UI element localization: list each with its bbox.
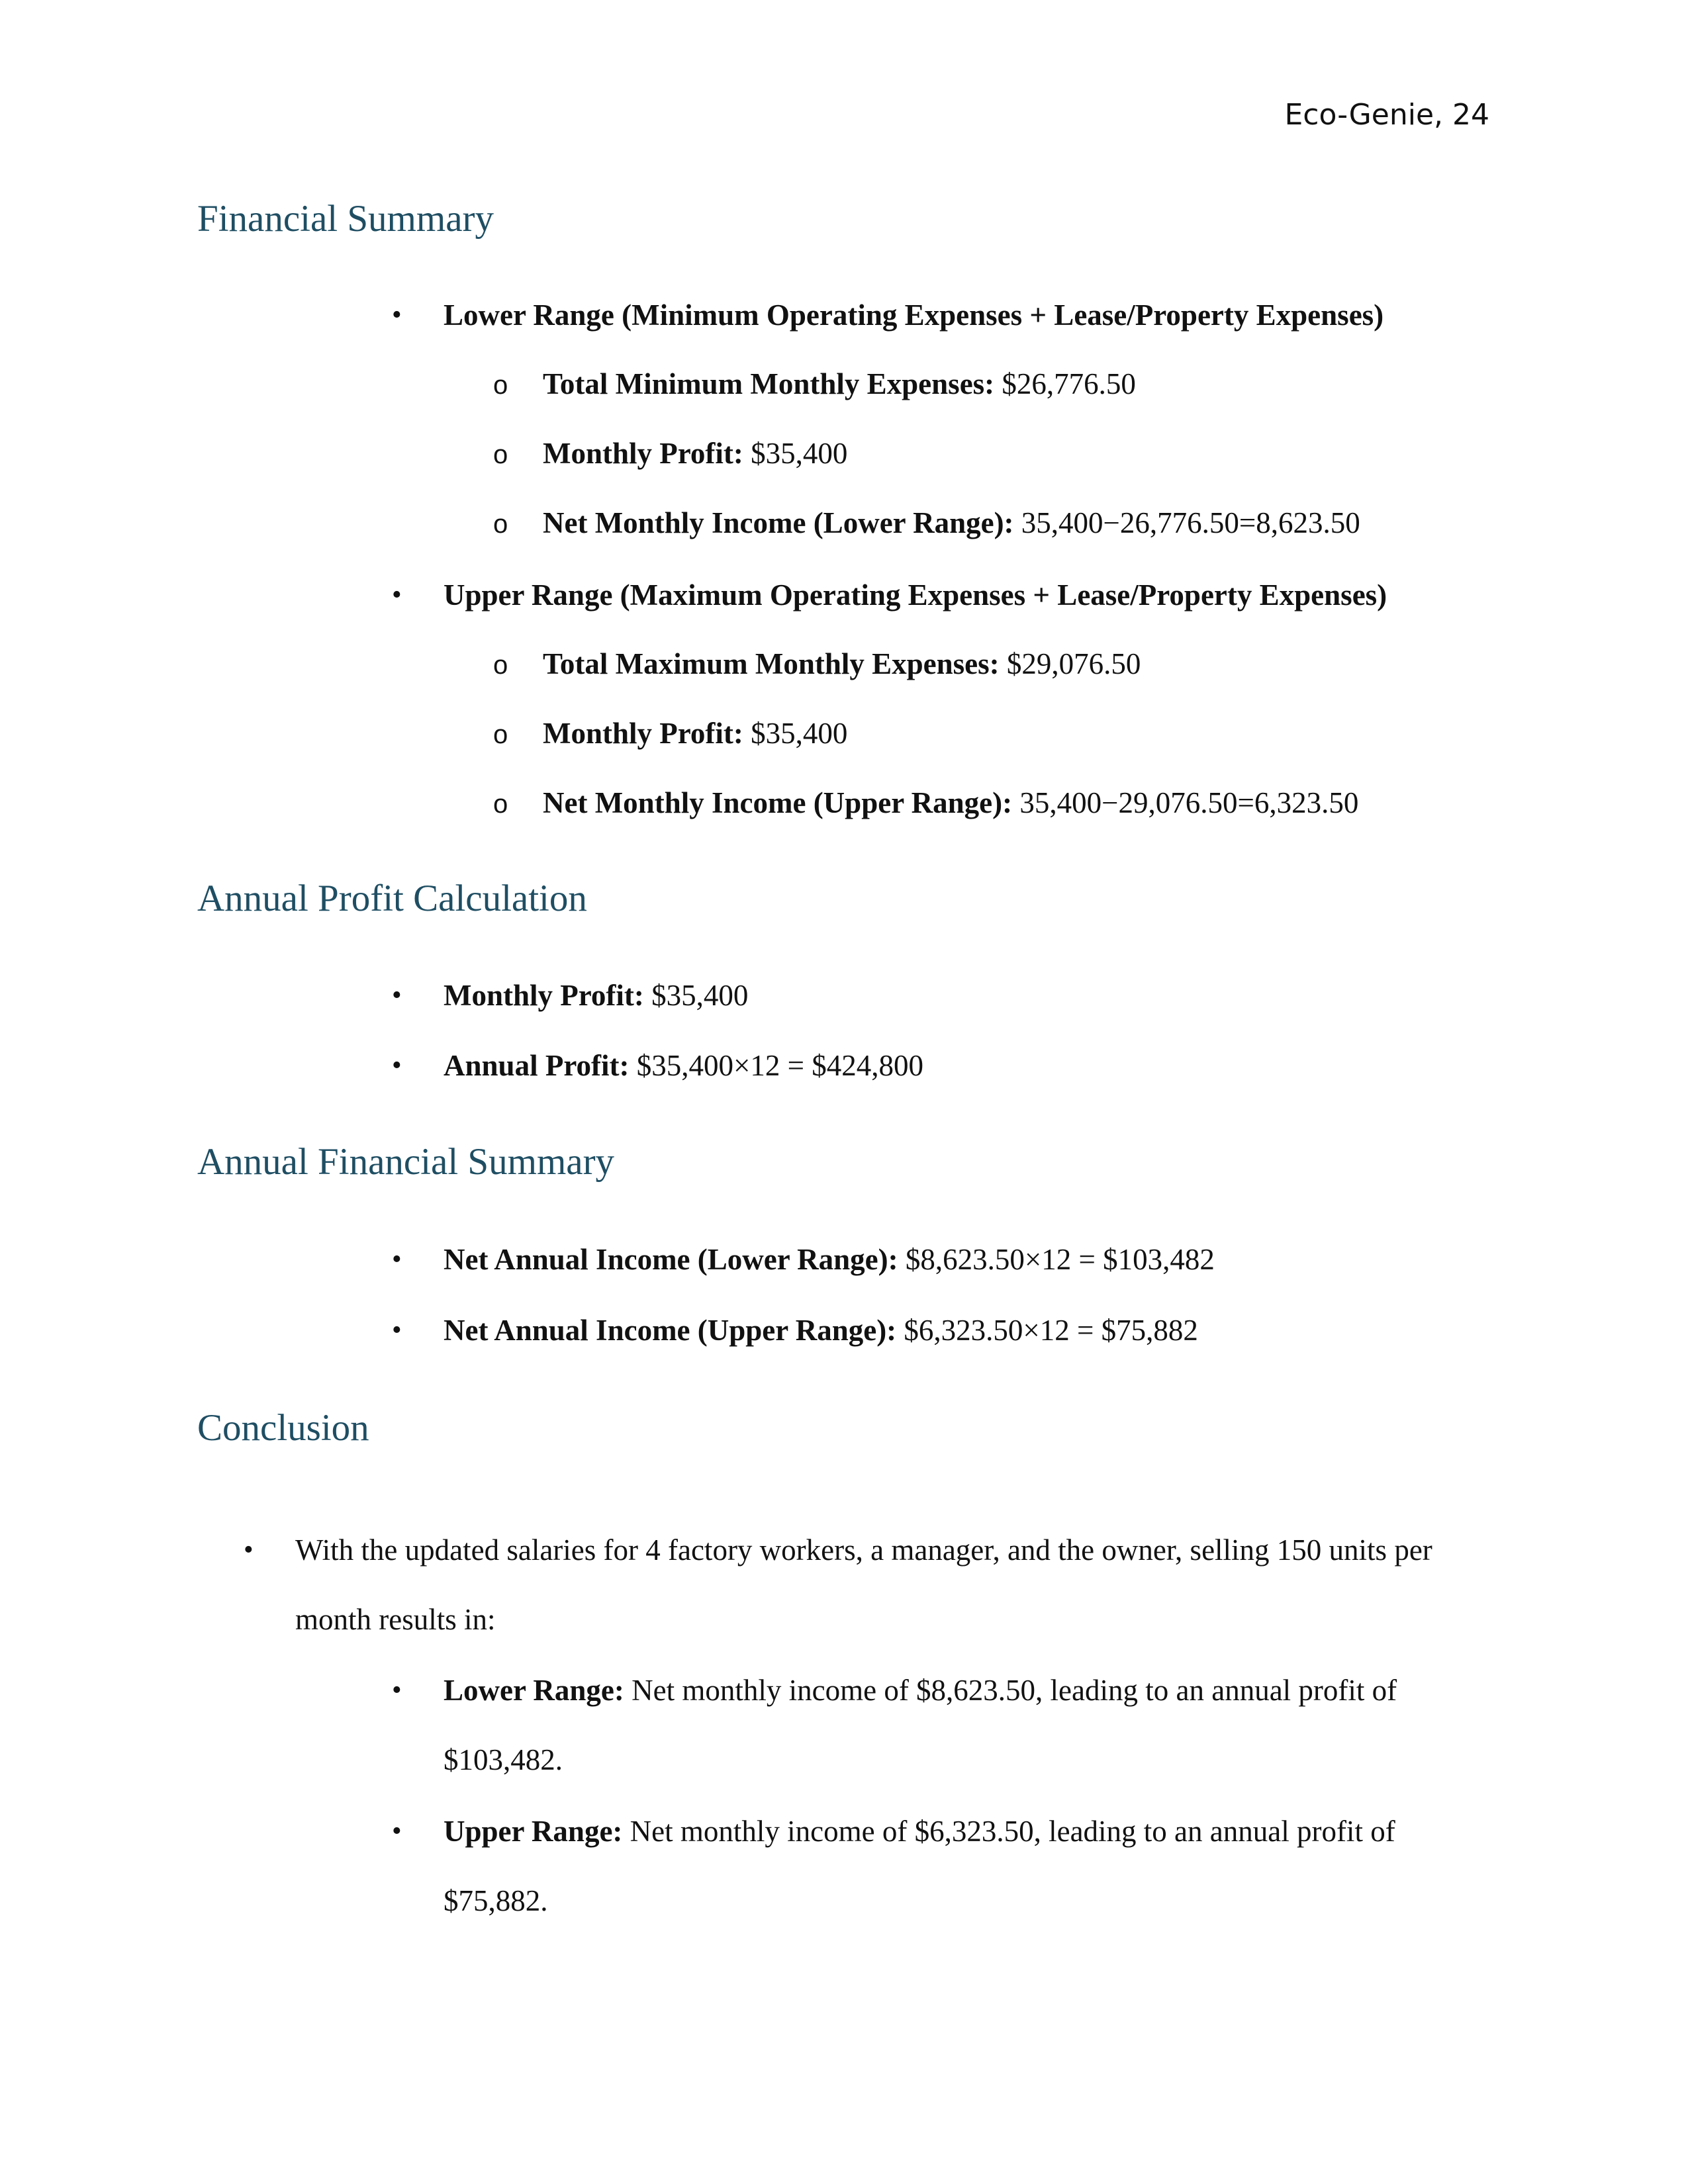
- conclusion-intro-line-1: With the updated salaries for 4 factory workers, a manager, and the owner, selling 150 units per: [295, 1533, 1432, 1567]
- upper-range-heading: Upper Range (Maximum Operating Expenses + Lease/Property Expenses): [444, 578, 1387, 612]
- bullet-icon: •: [392, 1675, 402, 1706]
- section-title-annual-profit: Annual Profit Calculation: [197, 878, 587, 919]
- bullet-icon: •: [244, 1535, 254, 1565]
- list-item: Monthly Profit: $35,400: [543, 437, 848, 470]
- conclusion-intro-line-2: month results in:: [295, 1603, 496, 1636]
- running-head: Eco-Genie, 24: [1284, 98, 1489, 132]
- lower-range-heading: Lower Range (Minimum Operating Expenses + Lease/Property Expenses): [444, 298, 1384, 332]
- list-item: Net Annual Income (Lower Range): $8,623.50×12 = $103,482: [444, 1243, 1215, 1276]
- list-item: Net Monthly Income (Upper Range): 35,400−29,076.50=6,323.50: [543, 786, 1359, 819]
- sub-bullet-icon: o: [493, 510, 508, 539]
- conclusion-lower-line-1: Lower Range: Net monthly income of $8,623.50, leading to an annual profit of: [444, 1674, 1397, 1707]
- conclusion-lower-line-2: $103,482.: [444, 1743, 563, 1776]
- conclusion-upper-line-1: Upper Range: Net monthly income of $6,323.50, leading to an annual profit of: [444, 1815, 1395, 1848]
- bullet-icon: •: [392, 980, 402, 1011]
- list-item: Net Annual Income (Upper Range): $6,323.50×12 = $75,882: [444, 1314, 1198, 1347]
- list-item: Monthly Profit: $35,400: [444, 979, 749, 1012]
- bullet-icon: •: [392, 1050, 402, 1081]
- sub-bullet-icon: o: [493, 790, 508, 819]
- list-item: Total Maximum Monthly Expenses: $29,076.50: [543, 647, 1141, 680]
- sub-bullet-icon: o: [493, 651, 508, 680]
- bullet-icon: •: [392, 580, 402, 610]
- list-item: Annual Profit: $35,400×12 = $424,800: [444, 1049, 923, 1082]
- list-item: Net Monthly Income (Lower Range): 35,400−26,776.50=8,623.50: [543, 506, 1360, 539]
- sub-bullet-icon: o: [493, 371, 508, 400]
- section-title-financial-summary: Financial Summary: [197, 198, 494, 240]
- bullet-icon: •: [392, 1244, 402, 1275]
- bullet-icon: •: [392, 1816, 402, 1846]
- conclusion-upper-line-2: $75,882.: [444, 1884, 548, 1917]
- section-title-conclusion: Conclusion: [197, 1407, 369, 1449]
- list-item: Total Minimum Monthly Expenses: $26,776.50: [543, 367, 1136, 400]
- sub-bullet-icon: o: [493, 720, 508, 749]
- section-title-annual-financial-summary: Annual Financial Summary: [197, 1141, 615, 1183]
- bullet-icon: •: [392, 1315, 402, 1345]
- bullet-icon: •: [392, 300, 402, 330]
- sub-bullet-icon: o: [493, 440, 508, 469]
- list-item: Monthly Profit: $35,400: [543, 717, 848, 750]
